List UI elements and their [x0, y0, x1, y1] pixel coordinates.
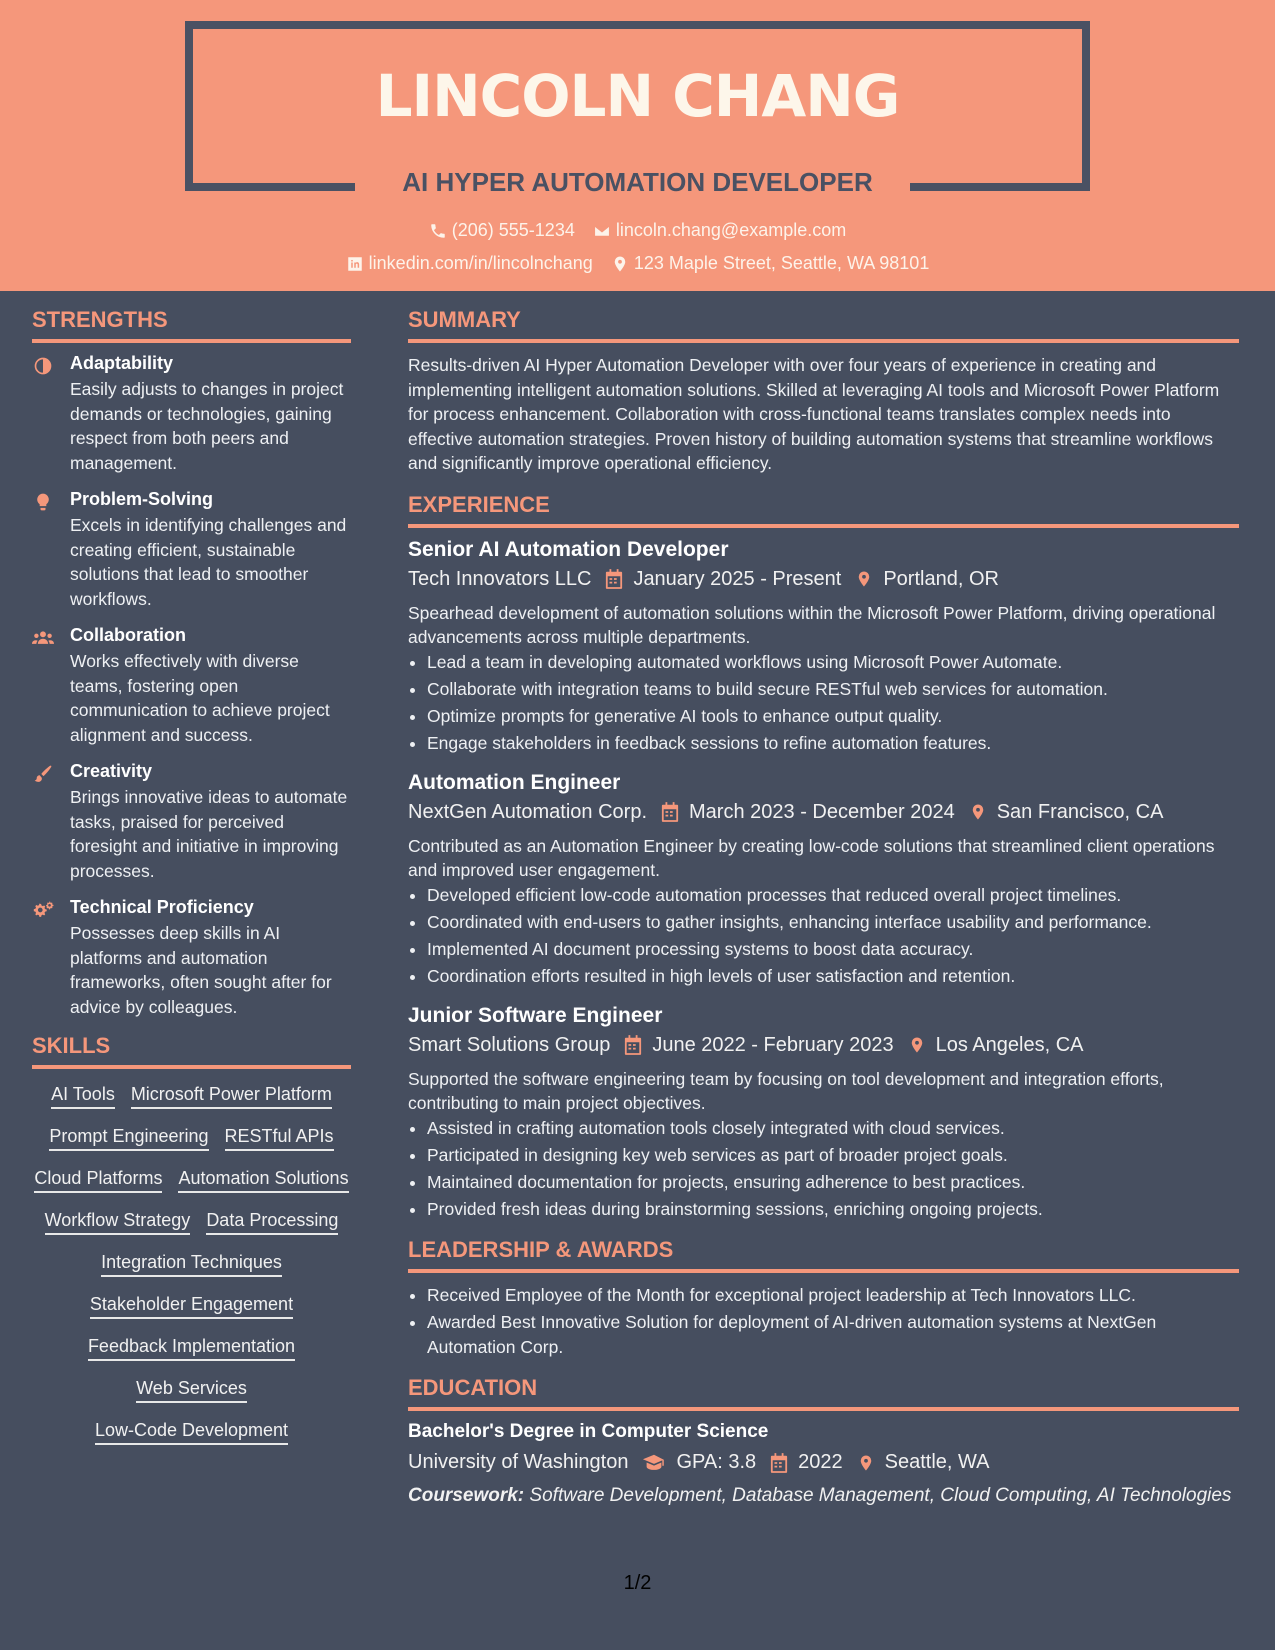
dates-group	[624, 1034, 893, 1057]
calendar-icon	[770, 1453, 788, 1473]
job-bullet: • Participated in designing key web services as part of broader project goals.	[427, 1142, 1239, 1169]
degree-title: Bachelor's Degree in Computer Science	[408, 1421, 769, 1442]
strength-text: Easily adjusts to changes in project demands or technologies, gaining respect from both peers and management.	[70, 379, 344, 473]
company-name: Smart Solutions Group	[408, 1033, 611, 1056]
graduation-year: 2022	[798, 1451, 843, 1473]
job-bullet: • Lead a team in developing automated workflows using Microsoft Power Automate.	[427, 649, 1239, 676]
coursework-text: Software Development, Database Management, Cloud Computing, AI Technologies	[524, 1485, 1232, 1506]
linkedin-icon	[346, 255, 364, 273]
jobs-list	[408, 538, 1239, 1223]
awards-heading: LEADERSHIP & AWARDS	[408, 1237, 1239, 1273]
job-location: Los Angeles, CA	[935, 1033, 1084, 1056]
users-icon	[32, 625, 58, 747]
job-bullet: • Optimize prompts for generative AI tools to enhance output quality.	[427, 703, 1239, 730]
envelope-icon	[593, 222, 611, 240]
page-number: 1/2	[623, 1572, 652, 1594]
linkedin-text[interactable]: linkedin.com/in/lincolnchang	[368, 253, 593, 273]
skill-tag: Prompt Engineering	[49, 1125, 208, 1151]
company-name: NextGen Automation Corp.	[408, 800, 648, 823]
job-meta	[408, 568, 1239, 591]
strength-title: Collaboration	[70, 625, 186, 645]
skills-list	[32, 1079, 351, 1445]
left-column	[32, 307, 351, 1445]
phone-contact	[429, 220, 575, 241]
skill-tag: Cloud Platforms	[34, 1167, 162, 1193]
strength-title: Adaptability	[70, 353, 174, 373]
year-group	[770, 1451, 843, 1474]
lightbulb-icon	[32, 489, 58, 611]
job-bullet: • Assisted in crafting automation tools closely integrated with cloud services.	[427, 1115, 1239, 1142]
strength-item	[32, 625, 351, 747]
job-bullet: • Engage stakeholders in feedback sessions to refine automation features.	[427, 730, 1239, 757]
job-title: Senior AI Automation Developer	[408, 537, 729, 561]
job-meta	[408, 801, 1239, 824]
skill-tag: Integration Techniques	[101, 1251, 282, 1277]
contact-row-2	[0, 253, 1275, 274]
strength-text: Works effectively with diverse teams, fostering open communication to achieve project alignment and success.	[70, 651, 330, 745]
award-item: • Received Employee of the Month for exceptional project leadership at Tech Innovators LLC.	[427, 1283, 1239, 1308]
job-dates: January 2025 - Present	[633, 567, 842, 590]
location-group	[855, 568, 999, 591]
dates-group	[661, 801, 955, 824]
gpa-text: GPA: 3.8	[676, 1451, 757, 1473]
job-title: AI HYPER AUTOMATION DEVELOPER	[402, 167, 873, 197]
summary-heading: SUMMARY	[408, 307, 1239, 343]
graduation-cap-icon	[642, 1453, 666, 1473]
skill-tag: Stakeholder Engagement	[90, 1293, 293, 1319]
job-bullet: • Coordinated with end-users to gather insights, enhancing interface usability and performance.	[427, 909, 1239, 936]
skill-tag: Microsoft Power Platform	[131, 1083, 332, 1109]
email-text[interactable]: lincoln.chang@example.com	[615, 220, 847, 240]
strength-item	[32, 489, 351, 611]
phone-text: (206) 555-1234	[451, 220, 575, 240]
awards-section	[408, 1283, 1239, 1360]
skill-tag: Web Services	[136, 1377, 247, 1403]
awards-list	[408, 1283, 1239, 1360]
calendar-icon	[605, 569, 623, 589]
right-column	[408, 307, 1239, 1508]
strength-item	[32, 897, 351, 1019]
address-text: 123 Maple Street, Seattle, WA 98101	[633, 253, 930, 273]
candidate-name: LINCOLN CHANG	[375, 62, 900, 130]
job-bullets	[408, 649, 1239, 757]
map-pin-icon	[611, 255, 629, 273]
map-pin-icon	[857, 1453, 875, 1473]
education-location: Seattle, WA	[884, 1451, 990, 1473]
job-bullets	[408, 1115, 1239, 1223]
strength-text: Possesses deep skills in AI platforms and automation frameworks, often sought after for advice by colleagues.	[70, 923, 332, 1017]
coursework	[408, 1484, 1239, 1508]
calendar-icon	[661, 802, 679, 822]
skill-tag: Feedback Implementation	[88, 1335, 295, 1361]
job-bullet: • Coordination efforts resulted in high levels of user satisfaction and retention.	[427, 963, 1239, 990]
education-heading: EDUCATION	[408, 1375, 1239, 1411]
skill-tag: Low-Code Development	[95, 1419, 288, 1445]
dates-group	[605, 568, 841, 591]
coursework-label: Coursework:	[408, 1485, 525, 1506]
strength-text: Excels in identifying challenges and creating efficient, sustainable solutions that lead to smoother workflows.	[70, 515, 347, 609]
map-pin-icon	[969, 802, 987, 822]
skill-tag: RESTful APIs	[225, 1125, 334, 1151]
job-bullet: • Developed efficient low-code automation processes that reduced overall project timelines.	[427, 882, 1239, 909]
gpa-group	[642, 1451, 756, 1474]
strengths-heading: STRENGTHS	[32, 307, 351, 343]
strengths-list	[32, 353, 351, 1019]
education-meta	[408, 1451, 1239, 1474]
summary-text: Results-driven AI Hyper Automation Developer with over four years of experience in creating and implementing intelligent automation solutions. Skilled at leveraging AI tools and Microsoft Power Platform for process enhancement. Collaboration with cross-functional teams translates complex needs into effective automation strategies. Proven history of building automation systems that streamline workflows and significantly improve operational efficiency.	[408, 355, 1220, 473]
job-entry	[408, 771, 1239, 990]
job-location: Portland, OR	[883, 567, 999, 590]
contact-row-1	[0, 220, 1275, 241]
strength-title: Creativity	[70, 761, 153, 781]
job-title: Automation Engineer	[408, 770, 621, 794]
edu-location-group	[857, 1451, 990, 1474]
job-description: Contributed as an Automation Engineer by creating low-code solutions that streamlined client operations and improved user engagement.	[408, 835, 1215, 880]
phone-icon	[429, 222, 447, 240]
job-entry	[408, 1004, 1239, 1223]
skill-tag: Data Processing	[206, 1209, 338, 1235]
contrast-icon	[32, 353, 58, 475]
calendar-icon	[624, 1035, 642, 1055]
strength-title: Problem-Solving	[70, 489, 214, 509]
job-bullet: • Implemented AI document processing systems to boost data accuracy.	[427, 936, 1239, 963]
gears-icon	[32, 897, 58, 1019]
job-dates: June 2022 - February 2023	[652, 1033, 894, 1056]
map-pin-icon	[908, 1035, 926, 1055]
map-pin-icon	[855, 569, 873, 589]
strength-text: Brings innovative ideas to automate tasks, praised for perceived foresight and initiative in improving processes.	[70, 787, 348, 881]
strength-item	[32, 353, 351, 475]
skill-tag: AI Tools	[51, 1083, 115, 1109]
experience-heading: EXPERIENCE	[408, 492, 1239, 528]
job-description: Spearhead development of automation solutions within the Microsoft Power Platform, driving operational advancements across multiple departments.	[408, 602, 1216, 647]
job-bullet: • Maintained documentation for projects, ensuring adherence to best practices.	[427, 1169, 1239, 1196]
linkedin-contact[interactable]	[346, 253, 593, 274]
skill-tag: Automation Solutions	[178, 1167, 348, 1193]
location-group	[908, 1034, 1084, 1057]
school-name: University of Washington	[408, 1451, 629, 1473]
job-dates: March 2023 - December 2024	[689, 800, 955, 823]
job-title: Junior Software Engineer	[408, 1003, 663, 1027]
strength-item	[32, 761, 351, 883]
skill-tag: Workflow Strategy	[45, 1209, 191, 1235]
strength-title: Technical Proficiency	[70, 897, 254, 917]
company-name: Tech Innovators LLC	[408, 567, 592, 590]
job-entry	[408, 538, 1239, 757]
address-contact	[611, 253, 930, 274]
job-bullet: • Provided fresh ideas during brainstorming sessions, enriching ongoing projects.	[427, 1196, 1239, 1223]
job-bullets	[408, 882, 1239, 990]
paintbrush-icon	[32, 761, 58, 883]
skills-heading: SKILLS	[32, 1033, 351, 1069]
location-group	[969, 801, 1164, 824]
email-contact[interactable]	[593, 220, 846, 241]
job-description: Supported the software engineering team by focusing on tool development and integration efforts, contributing to main project objectives.	[408, 1068, 1164, 1113]
award-item: • Awarded Best Innovative Solution for deployment of AI-driven automation systems at NextGen Automation Corp.	[427, 1310, 1239, 1359]
education-entry	[408, 1421, 1239, 1508]
job-bullet: • Collaborate with integration teams to build secure RESTful web services for automation.	[427, 676, 1239, 703]
header	[0, 0, 1275, 291]
job-meta	[408, 1034, 1239, 1057]
job-location: San Francisco, CA	[996, 800, 1164, 823]
